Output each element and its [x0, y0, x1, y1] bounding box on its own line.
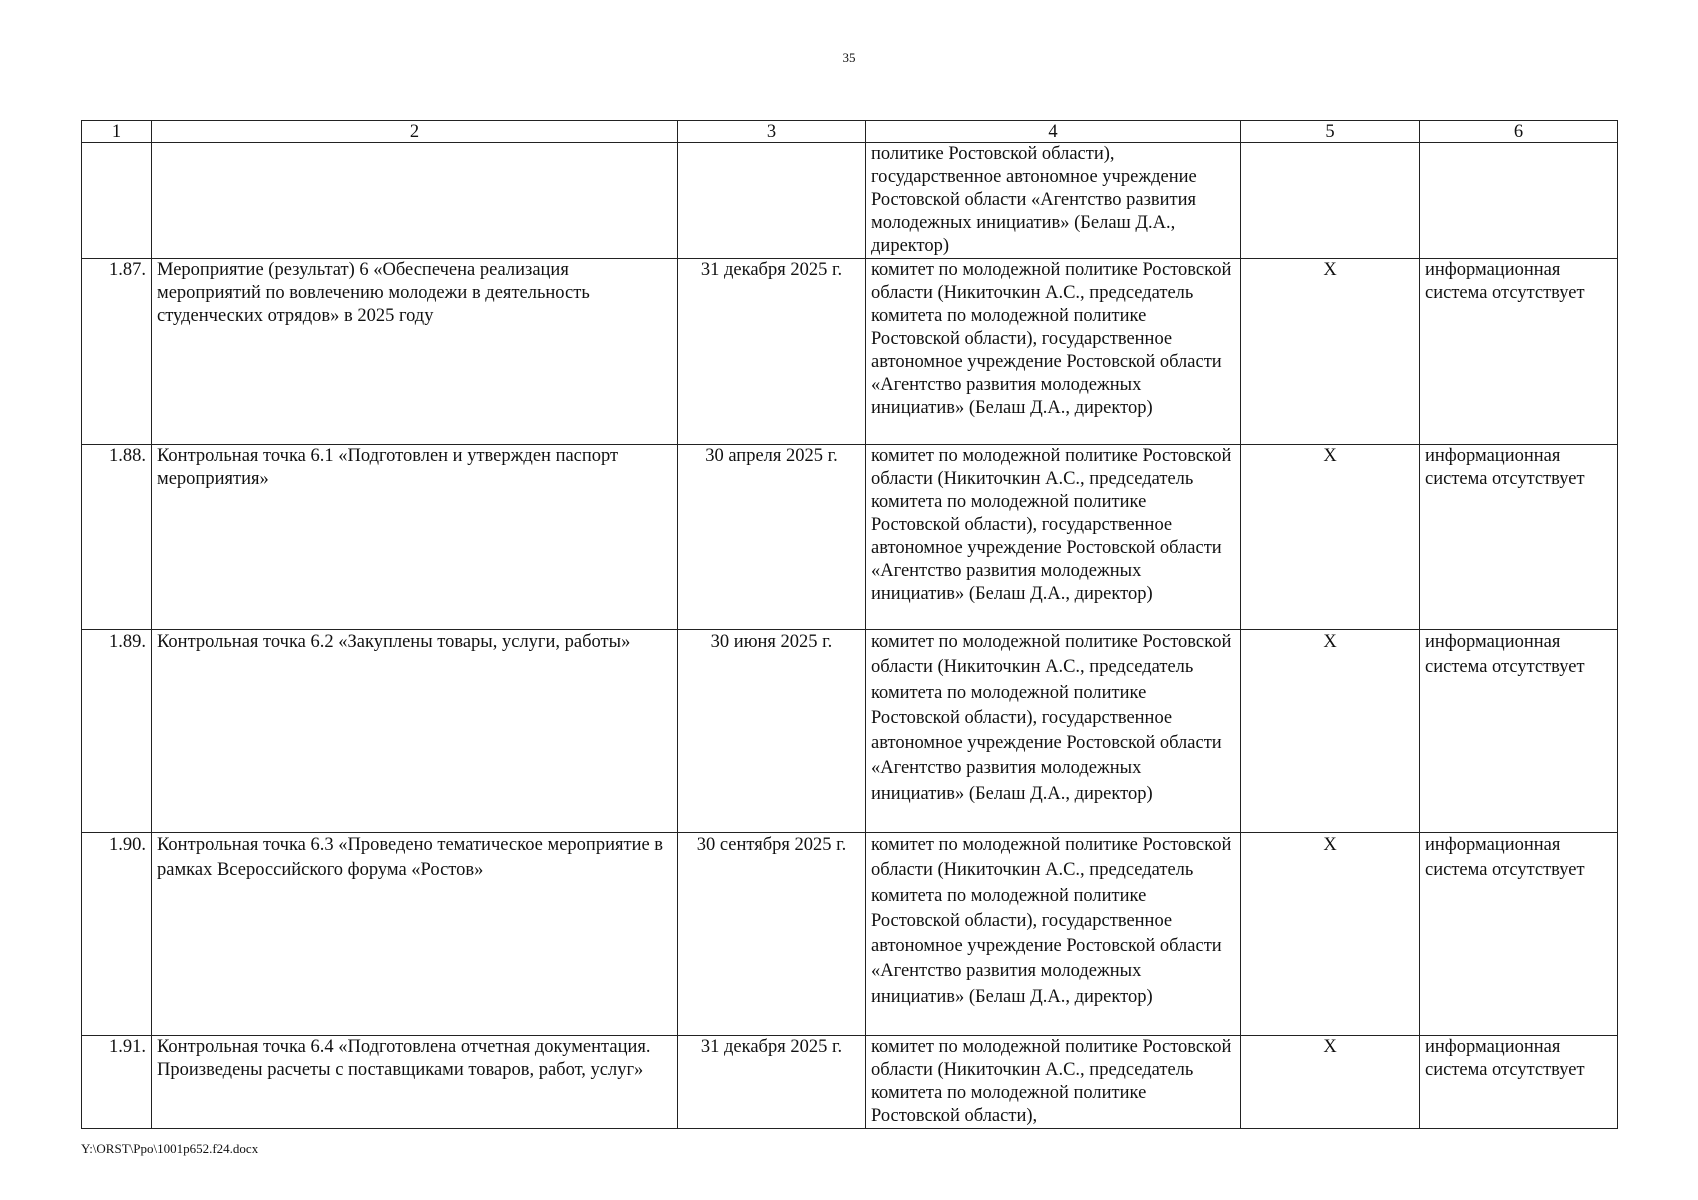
row-number	[82, 143, 152, 259]
row-mark: X	[1241, 833, 1420, 1036]
row-responsible: комитет по молодежной политике Ростовской области (Никиточкин А.С., председатель комитета по молодежной политике Ростовской области), государственное автономное учреждение Ростовской области «Агентство развития молодежных инициатив» (Белаш Д.А., директор)	[866, 445, 1241, 630]
row-name: Контрольная точка 6.1 «Подготовлен и утвержден паспорт мероприятия»	[152, 445, 678, 630]
row-date: 30 апреля 2025 г.	[678, 445, 866, 630]
row-name: Контрольная точка 6.2 «Закуплены товары, услуги, работы»	[152, 630, 678, 833]
table-row	[82, 259, 1618, 445]
row-name	[152, 143, 678, 259]
table-row	[82, 630, 1618, 833]
row-number: 1.91.	[82, 1036, 152, 1129]
row-name: Мероприятие (результат) 6 «Обеспечена реализация мероприятий по вовлечению молодежи в деятельность студенческих отрядов» в 2025 году	[152, 259, 678, 445]
row-name: Контрольная точка 6.3 «Проведено тематическое мероприятие в рамках Всероссийского форума «Ростов»	[152, 833, 678, 1036]
column-header-1: 1	[82, 121, 152, 143]
page-number: 35	[842, 50, 856, 65]
row-number: 1.90.	[82, 833, 152, 1036]
row-system: информационная система отсутствует	[1420, 1036, 1618, 1129]
row-number: 1.89.	[82, 630, 152, 833]
column-header-3: 3	[678, 121, 866, 143]
row-date: 30 сентября 2025 г.	[678, 833, 866, 1036]
row-date: 31 декабря 2025 г.	[678, 1036, 866, 1129]
row-responsible: политике Ростовской области), государственное автономное учреждение Ростовской области «Агентство развития молодежных инициатив» (Белаш Д.А., директор)	[866, 143, 1241, 259]
table-row	[82, 833, 1618, 1036]
table-row	[82, 1036, 1618, 1129]
plan-table	[81, 120, 1618, 1129]
row-responsible: комитет по молодежной политике Ростовской области (Никиточкин А.С., председатель комитета по молодежной политике Ростовской области), государственное автономное учреждение Ростовской области «Агентство развития молодежных инициатив» (Белаш Д.А., директор)	[866, 630, 1241, 833]
row-system	[1420, 143, 1618, 259]
row-system: информационная система отсутствует	[1420, 445, 1618, 630]
table-row	[82, 445, 1618, 630]
column-header-2: 2	[152, 121, 678, 143]
row-system: информационная система отсутствует	[1420, 630, 1618, 833]
row-mark: X	[1241, 1036, 1420, 1129]
row-date	[678, 143, 866, 259]
column-header-4: 4	[866, 121, 1241, 143]
table-header-row	[82, 121, 1618, 143]
row-responsible: комитет по молодежной политике Ростовской области (Никиточкин А.С., председатель комитета по молодежной политике Ростовской области), государственное автономное учреждение Ростовской области «Агентство развития молодежных инициатив» (Белаш Д.А., директор)	[866, 833, 1241, 1036]
table-row	[82, 143, 1618, 259]
row-system: информационная система отсутствует	[1420, 259, 1618, 445]
row-mark: X	[1241, 630, 1420, 833]
row-mark: X	[1241, 445, 1420, 630]
row-responsible: комитет по молодежной политике Ростовской области (Никиточкин А.С., председатель комитета по молодежной политике Ростовской области), государственное автономное учреждение Ростовской области «Агентство развития молодежных инициатив» (Белаш Д.А., директор)	[866, 259, 1241, 445]
row-name: Контрольная точка 6.4 «Подготовлена отчетная документация. Произведены расчеты с поставщиками товаров, работ, услуг»	[152, 1036, 678, 1129]
row-system: информационная система отсутствует	[1420, 833, 1618, 1036]
row-date: 31 декабря 2025 г.	[678, 259, 866, 445]
row-number: 1.87.	[82, 259, 152, 445]
row-number: 1.88.	[82, 445, 152, 630]
row-date: 30 июня 2025 г.	[678, 630, 866, 833]
footer-file-path: Y:\ORST\Ppo\1001p652.f24.docx	[81, 1141, 259, 1156]
column-header-5: 5	[1241, 121, 1420, 143]
row-responsible: комитет по молодежной политике Ростовской области (Никиточкин А.С., председатель комитета по молодежной политике Ростовской области),	[866, 1036, 1241, 1129]
column-header-6: 6	[1420, 121, 1618, 143]
row-mark: X	[1241, 259, 1420, 445]
row-mark	[1241, 143, 1420, 259]
